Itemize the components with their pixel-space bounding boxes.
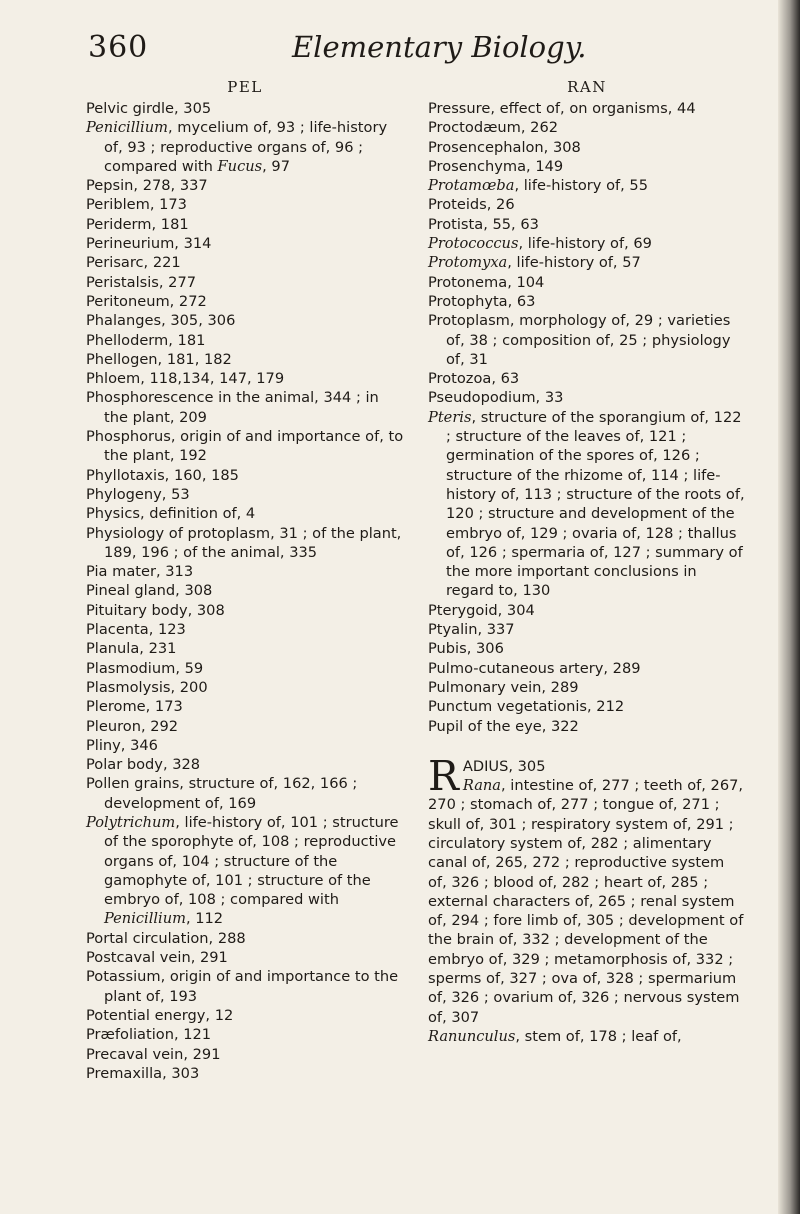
index-entry: Pineal gland, 308 — [86, 582, 213, 600]
index-entry: Phosphorus, origin of and importance of, to the plant, 192 — [86, 428, 404, 465]
index-entry: Phellogen, 181, 182 — [86, 350, 232, 368]
index-entry: Pubis, 306 — [428, 640, 504, 658]
index-entry: Protomyxa, life-history of, 57 — [428, 254, 641, 272]
index-entry: Protoplasm, morphology of, 29 ; varieties of, 38 ; composition of, 25 ; physiology of, 31 — [428, 312, 731, 368]
guide-word-left: PEL — [227, 78, 263, 96]
index-entry: Pelvic girdle, 305 — [86, 100, 212, 117]
index-entry: Polar body, 328 — [86, 756, 201, 774]
index-entry: Potential energy, 12 — [86, 1006, 234, 1024]
index-entry: Peristalsis, 277 — [86, 273, 197, 291]
index-entry: Peritoneum, 272 — [86, 292, 207, 310]
index-entry: Pterygoid, 304 — [428, 601, 535, 619]
running-title: Elementary Biology. — [292, 30, 587, 64]
index-entry: Protista, 55, 63 — [428, 215, 539, 233]
index-column-left — [86, 78, 404, 1083]
index-entry: Præfoliation, 121 — [86, 1026, 212, 1044]
index-entry: Pia mater, 313 — [86, 563, 194, 581]
index-entries-left — [86, 99, 404, 1083]
index-entry: Pteris, structure of the sporangium of, 122 ; structure of the leaves of, 121 ; germination of the spores of, 126 ; structure of the rhizome of, 114 ; life-history of, 113 ; structure of the roots of, 120 ; structure and development of the embryo of, 129 ; ovaria of, 128 ; thallus of, 126 ; spermaria of, 127 ; summary of the more important conclusions in regard to, 130 — [428, 408, 745, 600]
index-entry: Polytrichum, life-history of, 101 ; structure of the sporophyte of, 108 ; reproductive organs of, 104 ; structure of the gamophyte of, 101 ; structure of the embryo of, 108 ; compared with Penicillium, 112 — [86, 813, 399, 928]
index-entry: Phalanges, 305, 306 — [86, 312, 236, 330]
index-entries-right — [428, 99, 746, 736]
index-entry: Pulmo-cutaneous artery, 289 — [428, 659, 641, 677]
index-entry: Prosencephalon, 308 — [428, 138, 581, 156]
index-entry: Protophyta, 63 — [428, 292, 536, 310]
index-entry: Phelloderm, 181 — [86, 331, 206, 349]
index-entry: Proctodæum, 262 — [428, 119, 559, 137]
page-header — [88, 30, 728, 80]
dropcap-letter: R — [428, 751, 459, 800]
index-entry: Placenta, 123 — [86, 621, 186, 639]
index-entry: Planula, 231 — [86, 640, 177, 658]
section-r-text: ADIUS, 305 Rana, intestine of, 277 ; teeth of, 267, 270 ; stomach of, 277 ; tongue of, 271 ; skull of, 301 ; respiratory system of, 291 ; circulatory system of, 282 ; alimentary canal of, 265, 272 ; reproductive system of, 326 ; blood of, 282 ; heart of, 285 ; external characters of, 265 ; renal system of, 294 ; fore limb of, 305 ; development of the brain of, 332 ; development of the embryo of, 329 ; metamorphosis of, 332 ; sperms of, 327 ; ova of, 328 ; spermarium of, 326 ; ovarium of, 326 ; nervous system of, 307 Ranunculus, stem of, 178 ; leaf of, — [428, 757, 744, 1045]
index-entry: Periblem, 173 — [86, 196, 187, 214]
index-entry: Pliny, 346 — [86, 736, 158, 754]
index-entry: Postcaval vein, 291 — [86, 949, 228, 967]
index-entry: Perineurium, 314 — [86, 235, 212, 253]
index-entry: Punctum vegetationis, 212 — [428, 698, 625, 716]
page-number: 360 — [88, 30, 149, 65]
index-entry: Pollen grains, structure of, 162, 166 ; development of, 169 — [86, 775, 358, 812]
index-entry: Precaval vein, 291 — [86, 1045, 221, 1063]
index-section-r — [428, 751, 746, 1046]
index-entry: Protozoa, 63 — [428, 370, 520, 388]
index-entry: Phosphorescence in the animal, 344 ; in the plant, 209 — [86, 389, 379, 426]
index-entry: Protamœba, life-history of, 55 — [428, 177, 648, 195]
index-entry: Portal circulation, 288 — [86, 929, 246, 947]
index-entry: Prosenchyma, 149 — [428, 157, 564, 175]
index-entry: Phylogeny, 53 — [86, 485, 190, 503]
index-entry: Pulmonary vein, 289 — [428, 678, 579, 696]
guide-word-right: RAN — [567, 78, 607, 96]
index-entry: Ptyalin, 337 — [428, 621, 515, 639]
index-entry: Phyllotaxis, 160, 185 — [86, 466, 239, 484]
page-edge-shadow — [778, 0, 800, 1214]
index-entry: Pleuron, 292 — [86, 717, 179, 735]
index-entry: Proteids, 26 — [428, 196, 515, 214]
index-entry: Protococcus, life-history of, 69 — [428, 235, 652, 253]
index-entry: Phloem, 118,134, 147, 179 — [86, 370, 285, 388]
index-entry: Pressure, effect of, on organisms, 44 — [428, 100, 696, 117]
index-entry: Pupil of the eye, 322 — [428, 717, 579, 735]
index-column-right — [428, 78, 746, 1046]
index-entry: Potassium, origin of and importance to the plant of, 193 — [86, 968, 399, 1005]
index-entry: Protonema, 104 — [428, 273, 545, 291]
index-entry: Plasmolysis, 200 — [86, 678, 208, 696]
index-entry: Perisarc, 221 — [86, 254, 181, 272]
index-entry: Periderm, 181 — [86, 215, 189, 233]
index-entry: Plerome, 173 — [86, 698, 183, 716]
index-entry: Penicillium, mycelium of, 93 ; life-history of, 93 ; reproductive organs of, 96 ; compared with Fucus, 97 — [86, 119, 388, 175]
index-entry: Pepsin, 278, 337 — [86, 177, 208, 195]
index-entry: Premaxilla, 303 — [86, 1064, 200, 1082]
index-entry: Pituitary body, 308 — [86, 601, 225, 619]
index-entry: Pseudopodium, 33 — [428, 389, 564, 407]
index-entry: Physiology of protoplasm, 31 ; of the plant, 189, 196 ; of the animal, 335 — [86, 524, 402, 561]
index-entry: Plasmodium, 59 — [86, 659, 204, 677]
index-entry: Physics, definition of, 4 — [86, 505, 256, 523]
